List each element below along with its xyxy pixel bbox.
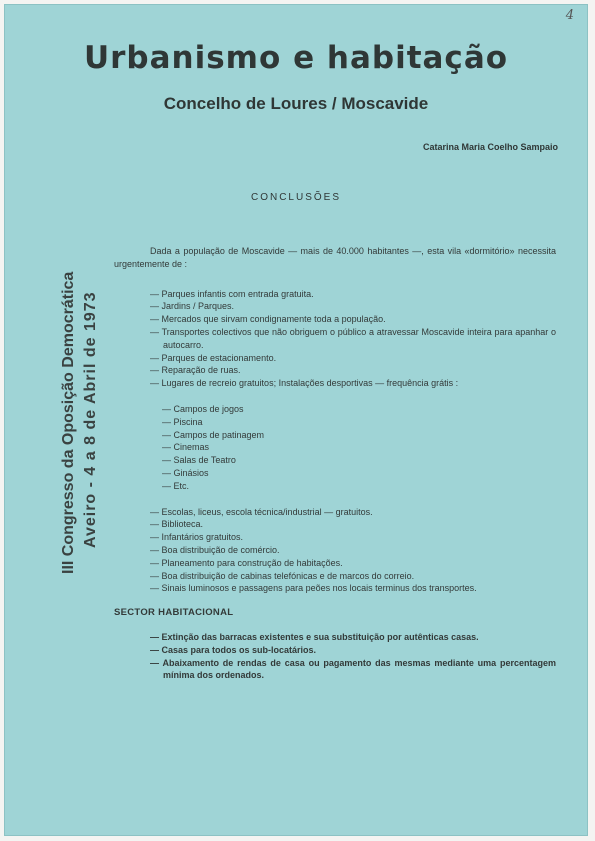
list-item: — Etc.	[162, 480, 190, 491]
congress-name: III Congresso da Oposição Democrática	[60, 271, 77, 574]
section-heading-conclusoes: CONCLUSÕES	[250, 192, 341, 203]
congress-vertical-caption	[58, 214, 108, 574]
list-item: — Cinemas	[162, 442, 210, 453]
list-item: — Ginásios	[162, 467, 209, 478]
list-item: — Piscina	[162, 416, 203, 427]
list-item: — Jardins / Parques.	[150, 301, 235, 312]
services-list	[114, 506, 556, 596]
congress-date-place: Aveiro - 4 a 8 de Abril de 1973	[82, 291, 99, 548]
list-item: — Campos de patinagem	[162, 429, 265, 440]
list-item: — Salas de Teatro	[162, 455, 236, 466]
document-body	[114, 245, 556, 682]
list-item: — Extinção das barracas existentes e sua substituição por autênticas casas.	[150, 631, 479, 642]
document-title: Urbanismo e habitação	[83, 40, 509, 76]
list-item: — Planeamento para construção de habitações.	[150, 557, 343, 568]
list-item: — Campos de jogos	[162, 403, 244, 414]
list-item: — Biblioteca.	[150, 519, 204, 530]
list-item: — Boa distribuição de comércio.	[150, 544, 280, 555]
list-item: — Parques de estacionamento.	[150, 352, 277, 363]
list-item: — Transportes colectivos que não obriguem o público a atravessar Moscavide inteira para apanhar o autocarro.	[150, 326, 556, 350]
sports-facilities-list	[114, 403, 556, 493]
list-item: — Sinais luminosos e passagens para peões nos locais terminus dos transportes.	[150, 583, 477, 594]
needs-list	[114, 288, 556, 390]
list-item: — Reparação de ruas.	[150, 365, 241, 376]
sector-habitacional-heading: SECTOR HABITACIONAL	[114, 607, 234, 619]
author-name: Catarina Maria Coelho Sampaio	[422, 142, 558, 152]
list-item: — Boa distribuição de cabinas telefónicas e de marcos do correio.	[150, 570, 415, 581]
list-item: — Casas para todos os sub-locatários.	[150, 644, 317, 655]
document-page	[4, 4, 588, 836]
housing-list	[114, 631, 556, 682]
list-item: — Infantários gratuitos.	[150, 532, 244, 543]
list-item: — Abaixamento de rendas de casa ou pagamento das mesmas mediante uma percentagem mínima dos ordenados.	[150, 657, 556, 681]
list-item: — Escolas, liceus, escola técnica/industrial — gratuitos.	[150, 506, 373, 517]
page-number: 4	[565, 8, 574, 23]
document-subtitle: Concelho de Loures / Moscavide	[163, 94, 429, 113]
intro-paragraph: Dada a população de Moscavide — mais de 40.000 habitantes —, esta vila «dormitório» necessita urgentemente de :	[114, 246, 556, 269]
list-item: — Lugares de recreio gratuitos; Instalações desportivas — frequência grátis :	[150, 378, 459, 389]
list-item: — Mercados que sirvam condignamente toda a população.	[150, 314, 386, 325]
list-item: — Parques infantis com entrada gratuita.	[150, 288, 314, 299]
